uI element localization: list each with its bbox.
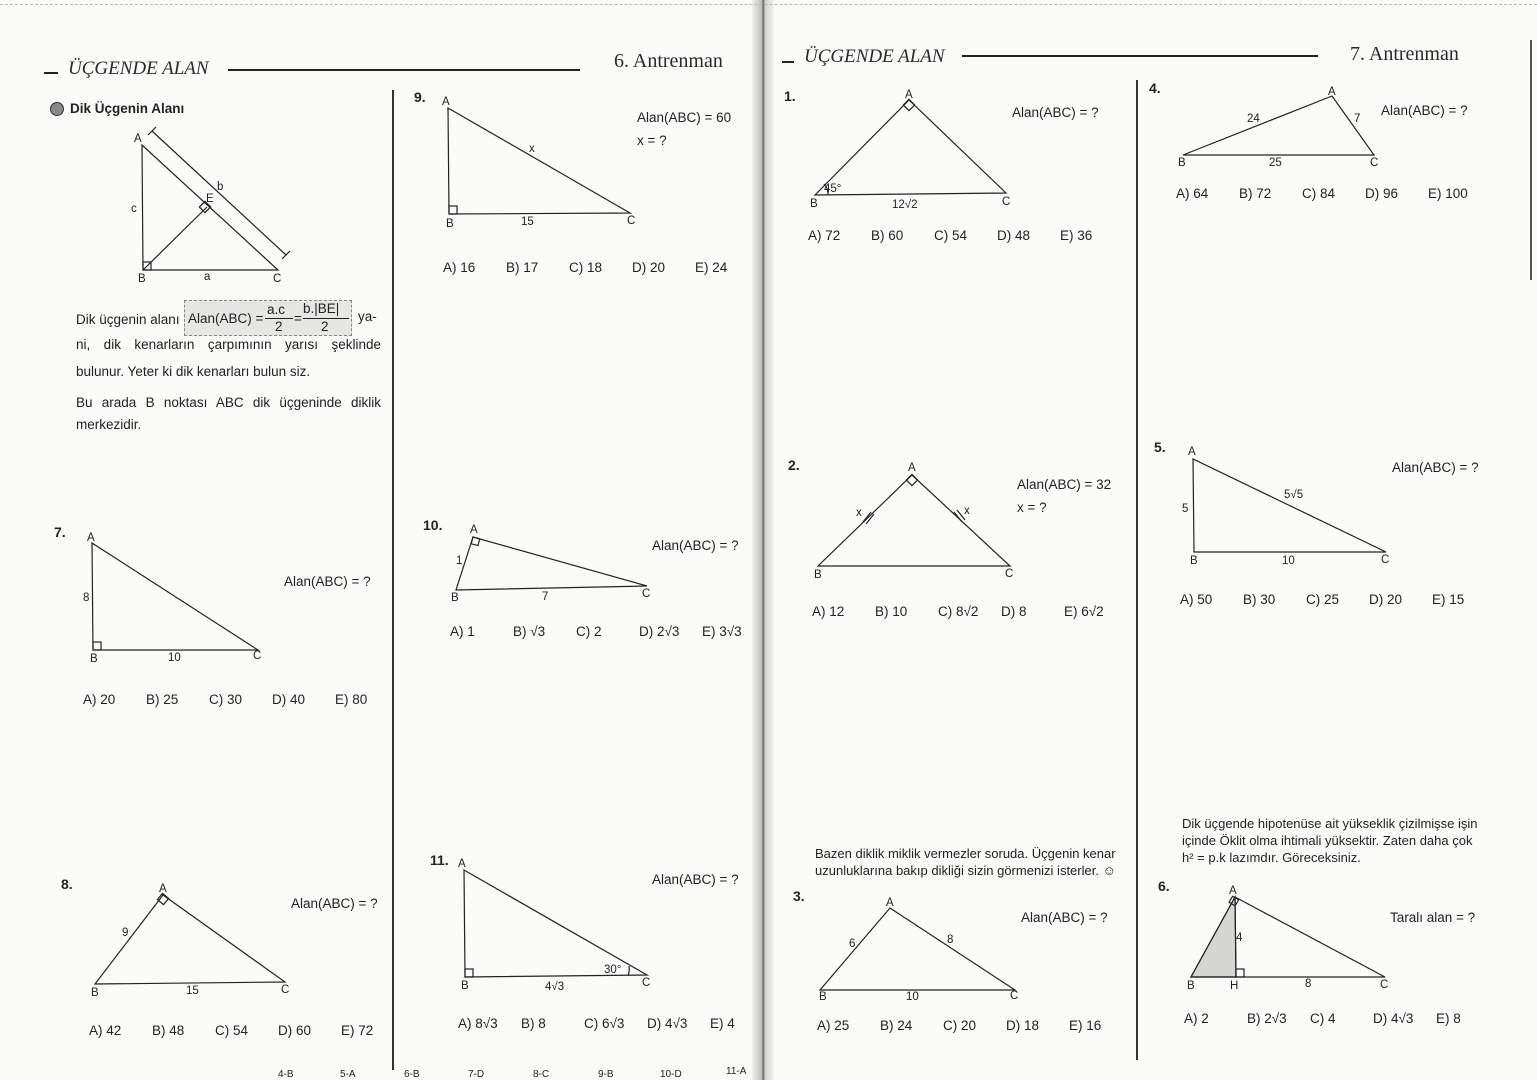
- answer-choice: B) 60: [871, 228, 904, 243]
- figure-label: C: [1005, 568, 1014, 580]
- problem-number: 2.: [788, 457, 800, 473]
- figure-label: 7: [542, 591, 549, 603]
- figure-label: 6: [849, 938, 856, 950]
- note-problem-6: Dik üçgende hipotenüse ait yükseklik çizilmişse işin içinde Öklit olma ihtimali yüksektir. Zaten daha çok h² = p.k lazımdır. Göreceksiniz.: [1182, 816, 1478, 865]
- figure-label: B: [90, 653, 98, 665]
- figure-label: A: [442, 96, 450, 108]
- answer-key-item: 5-A: [340, 1069, 356, 1080]
- intro-text-lead: Dik üçgenin alanı: [76, 312, 180, 327]
- formula-equals: =: [294, 311, 302, 326]
- answer-choice: A) 42: [89, 1023, 122, 1038]
- answer-choice: A) 64: [1176, 186, 1209, 201]
- problem-question: Alan(ABC) = ?: [652, 538, 739, 553]
- figure-label: C: [253, 650, 262, 662]
- figure-label: C: [1370, 157, 1379, 169]
- section-title: ÜÇGENDE ALAN: [804, 46, 945, 67]
- answer-key-item: 4-B: [278, 1069, 294, 1080]
- answer-choice: D) 20: [1369, 592, 1403, 607]
- triangle-figure-11: [458, 858, 650, 993]
- answer-choice: C) 2: [576, 624, 602, 639]
- answer-choice: A) 50: [1180, 592, 1213, 607]
- answer-choice: E) 4: [710, 1016, 735, 1031]
- problem-number: 10.: [423, 517, 443, 533]
- figure-label: A: [886, 897, 894, 909]
- figure-label: C: [1010, 990, 1019, 1002]
- answer-choice: B) 24: [880, 1018, 913, 1033]
- figure-label: x: [856, 507, 862, 519]
- triangle-figure-8: [91, 883, 289, 999]
- problem-number: 6.: [1158, 878, 1170, 894]
- figure-label: 24: [1247, 113, 1260, 125]
- figure-label: 12√2: [892, 199, 918, 211]
- answer-choice: B) 17: [506, 260, 539, 275]
- figure-label: 7: [1354, 113, 1361, 125]
- problem-number: 11.: [430, 852, 449, 868]
- figure-label: A: [1328, 86, 1336, 98]
- triangle-figure-9: [442, 96, 635, 230]
- answer-choice: E) 6√2: [1064, 604, 1104, 619]
- answer-choice: D) 4√3: [1373, 1011, 1414, 1026]
- figure-label: A: [458, 858, 466, 870]
- figure-label: A: [905, 89, 913, 101]
- figure-label: A: [159, 883, 167, 895]
- figure-label: 4: [1236, 932, 1243, 944]
- answer-choice: A) 20: [83, 692, 116, 707]
- answer-choice: C) 25: [1306, 592, 1340, 607]
- triangle-figure-r1: [810, 89, 1010, 211]
- problem-question: Alan(ABC) = ?: [1381, 103, 1468, 118]
- figure-label: C: [273, 273, 282, 285]
- problem-question: Alan(ABC) = ?: [284, 574, 371, 589]
- problem-question: Alan(ABC) = ?: [1392, 460, 1479, 475]
- answer-choice: C) 6√3: [584, 1016, 625, 1031]
- figure-label: A: [470, 524, 478, 536]
- figure-label: B: [91, 987, 99, 999]
- figure-label: E: [206, 193, 214, 205]
- answer-choice: C) 20: [943, 1018, 977, 1033]
- answer-choice: B) 10: [875, 604, 908, 619]
- answer-choice: E) 8: [1436, 1011, 1461, 1026]
- triangle-figure-r6: [1187, 885, 1388, 992]
- training-title: 6. Antrenman: [614, 50, 723, 72]
- triangle-figure-7: [83, 532, 261, 665]
- problem-question-2: x = ?: [1017, 500, 1047, 515]
- figure-label: 5: [1182, 503, 1189, 515]
- figure-label: 9: [122, 927, 129, 939]
- figure-label: C: [281, 984, 290, 996]
- formula-lhs: Alan(ABC) =: [188, 311, 264, 326]
- answer-key-item: 7-D: [468, 1069, 485, 1080]
- intro-text-body: ni, dik kenarların çarpımının yarısı şeklinde bulunur. Yeter ki dik kenarları bulun siz.: [76, 337, 381, 379]
- figure-label: A: [1229, 885, 1237, 897]
- problem-number: 7.: [54, 524, 66, 540]
- figure-label: B: [810, 198, 818, 210]
- answer-choice: B) √3: [513, 624, 546, 639]
- figure-label: 8: [947, 934, 954, 946]
- figure-label: 8: [1305, 978, 1312, 990]
- figure-label: A: [908, 462, 916, 474]
- figure-label: C: [642, 977, 651, 989]
- figure-label: x: [964, 505, 970, 517]
- problem-number: 3.: [793, 888, 805, 904]
- figure-label: C: [1380, 979, 1389, 991]
- figure-label: 25: [1269, 157, 1282, 169]
- answer-key-item: 8-C: [533, 1069, 550, 1080]
- answer-key-item: 11-A: [726, 1066, 747, 1077]
- figure-label: 10: [906, 991, 919, 1003]
- answer-choice: D) 18: [1006, 1018, 1040, 1033]
- figure-label: B: [451, 592, 459, 604]
- answer-choice: C) 54: [934, 228, 968, 243]
- answer-choice: B) 72: [1239, 186, 1272, 201]
- figure-label: B: [1190, 555, 1198, 567]
- answer-choice: D) 20: [632, 260, 666, 275]
- answer-choice: A) 1: [450, 624, 475, 639]
- answer-choice: C) 4: [1310, 1011, 1336, 1026]
- answer-choice: E) 36: [1060, 228, 1093, 243]
- problem-number: 5.: [1154, 439, 1166, 455]
- triangle-figure-r2: [814, 462, 1013, 581]
- answer-choice: B) 30: [1243, 592, 1276, 607]
- triangle-figure-r4: [1178, 86, 1378, 169]
- figure-label: B: [1187, 980, 1195, 992]
- answer-choice: D) 48: [997, 228, 1031, 243]
- answer-choice: C) 8√2: [938, 604, 979, 619]
- intro-triangle-figure: [131, 127, 290, 285]
- formula-numerator-2: b.|BE|: [303, 301, 340, 316]
- figure-label: B: [1178, 157, 1186, 169]
- answer-choice: E) 80: [335, 692, 368, 707]
- figure-label: C: [1381, 554, 1390, 566]
- answer-choice: A) 8√3: [458, 1016, 498, 1031]
- answer-choice: D) 4√3: [647, 1016, 688, 1031]
- section-title: ÜÇGENDE ALAN: [68, 58, 209, 79]
- figure-label: A: [87, 532, 95, 544]
- figure-label: x: [529, 143, 535, 155]
- answer-choice: C) 84: [1302, 186, 1336, 201]
- answer-key-item: 10-D: [660, 1069, 682, 1080]
- figure-label: B: [138, 273, 146, 285]
- figure-label: 10: [1282, 555, 1295, 567]
- figure-label: H: [1230, 980, 1239, 992]
- triangle-figure-r3: [819, 897, 1018, 1003]
- answer-choice: B) 2√3: [1247, 1011, 1287, 1026]
- answer-choice: D) 60: [278, 1023, 312, 1038]
- intro-heading: Dik Üçgenin Alanı: [70, 101, 185, 116]
- figure-label: A: [1188, 446, 1196, 458]
- answer-choice: D) 96: [1365, 186, 1399, 201]
- problem-number: 4.: [1149, 80, 1161, 96]
- figure-label: A: [134, 133, 142, 145]
- figure-label: c: [131, 203, 137, 215]
- figure-label: 1: [456, 555, 463, 567]
- problem-question: Alan(ABC) = ?: [291, 896, 378, 911]
- answer-choice: E) 15: [1432, 592, 1465, 607]
- answer-choice: B) 48: [152, 1023, 185, 1038]
- intro-text-tail: ya-: [358, 309, 377, 324]
- figure-label: C: [627, 215, 636, 227]
- answer-choice: A) 16: [443, 260, 476, 275]
- triangle-figure-10: [451, 524, 650, 604]
- formula-denominator-2: 2: [321, 319, 329, 334]
- answer-choice: D) 40: [272, 692, 306, 707]
- answer-choice: C) 54: [215, 1023, 249, 1038]
- problem-question: Alan(ABC) = ?: [1012, 105, 1099, 120]
- figure-label: C: [1002, 196, 1011, 208]
- figure-label: b: [217, 181, 224, 193]
- figure-label: 8: [83, 592, 90, 604]
- figure-label: 15: [186, 985, 199, 997]
- answer-choice: A) 25: [817, 1018, 850, 1033]
- figure-label: 45°: [824, 183, 842, 195]
- problem-number: 8.: [61, 876, 73, 892]
- training-title: 7. Antrenman: [1350, 43, 1459, 65]
- figure-label: 10: [168, 652, 181, 664]
- answer-choice: E) 100: [1428, 186, 1468, 201]
- problem-question: Alan(ABC) = ?: [652, 872, 739, 887]
- figure-label: a: [204, 271, 211, 283]
- problem-question: Alan(ABC) = 32: [1017, 477, 1112, 492]
- note-problem-3: Bazen diklik miklik vermezler soruda. Üçgenin kenar uzunluklarına bakıp dikliği sizin görmenizi isterler. ☺: [815, 846, 1116, 878]
- answer-choice: E) 16: [1069, 1018, 1102, 1033]
- figure-label: B: [819, 991, 827, 1003]
- answer-choice: A) 12: [812, 604, 845, 619]
- figure-label: B: [446, 218, 454, 230]
- answer-key-item: 6-B: [404, 1069, 420, 1080]
- figure-label: 5√5: [1284, 489, 1304, 501]
- answer-choice: E) 72: [341, 1023, 374, 1038]
- answer-choice: C) 30: [209, 692, 243, 707]
- problem-number: 9.: [414, 89, 426, 105]
- answer-choice: E) 3√3: [702, 624, 742, 639]
- formula-denominator-1: 2: [275, 319, 283, 334]
- figure-label: C: [642, 588, 651, 600]
- answer-choice: A) 72: [808, 228, 841, 243]
- answer-key-item: 9-B: [598, 1069, 614, 1080]
- triangle-figure-r5: [1182, 446, 1389, 567]
- figure-label: 15: [521, 216, 534, 228]
- answer-choice: D) 2√3: [639, 624, 680, 639]
- figure-label: 30°: [604, 964, 622, 976]
- figure-label: B: [461, 980, 469, 992]
- figure-label: 4√3: [545, 981, 565, 993]
- problem-question: Alan(ABC) = 60: [637, 110, 732, 125]
- problem-number: 1.: [784, 88, 796, 104]
- figure-label: B: [814, 569, 822, 581]
- answer-choice: C) 18: [569, 260, 603, 275]
- answer-choice: A) 2: [1184, 1011, 1209, 1026]
- answer-choice: E) 24: [695, 260, 728, 275]
- answer-choice: B) 8: [521, 1016, 546, 1031]
- intro-text-note: Bu arada B noktası ABC dik üçgeninde diklik merkezidir.: [76, 395, 381, 432]
- answer-choice: D) 8: [1001, 604, 1027, 619]
- problem-question: Taralı alan = ?: [1390, 910, 1476, 925]
- answer-choice: B) 25: [146, 692, 179, 707]
- problem-question: Alan(ABC) = ?: [1021, 910, 1108, 925]
- problem-question-2: x = ?: [637, 133, 667, 148]
- formula-numerator-1: a.c: [267, 302, 286, 317]
